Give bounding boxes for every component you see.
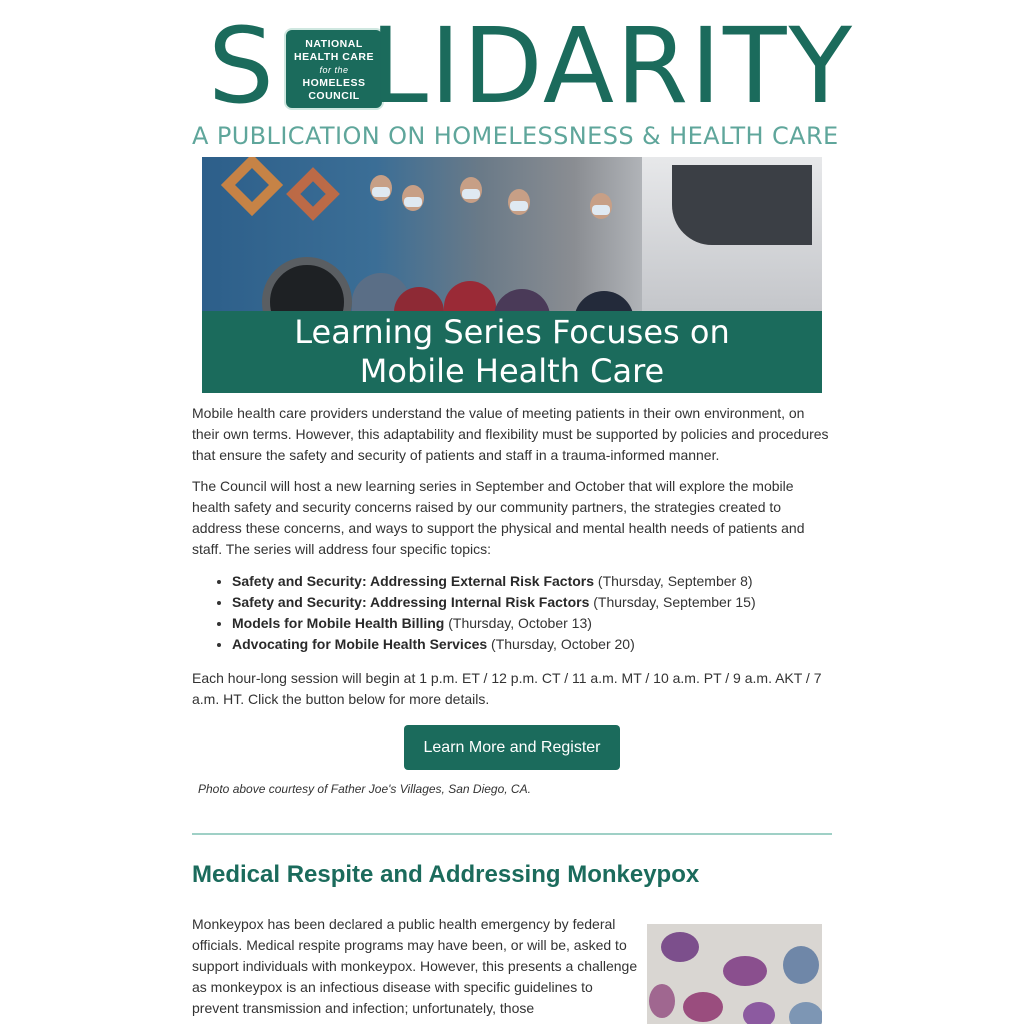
virus-particle-image bbox=[723, 956, 767, 986]
virus-particle-image bbox=[743, 1002, 775, 1024]
monkeypox-micrograph-image bbox=[647, 924, 822, 1024]
topic-date: (Thursday, September 8) bbox=[594, 573, 753, 589]
topic-title: Safety and Security: Addressing Internal Risk Factors bbox=[232, 594, 590, 610]
topic-title: Models for Mobile Health Billing bbox=[232, 615, 445, 631]
badge-line-3: for the bbox=[319, 65, 349, 75]
face-mask-image bbox=[462, 189, 480, 199]
face-mask-image bbox=[404, 197, 422, 207]
council-logo-badge bbox=[284, 28, 384, 110]
topic-list bbox=[216, 571, 836, 655]
topic-title: Safety and Security: Addressing External Risk Factors bbox=[232, 573, 595, 589]
article-paragraph: The Council will host a new learning series in September and October that will explore the mobile health safety and security concerns raised by our community partners, the strategies created to address these concerns, and ways to support the physical and mental health needs of patients and staff. The series will address four specific topics: bbox=[192, 478, 805, 557]
badge-line-4: HOMELESS bbox=[302, 77, 366, 89]
masthead-letter-s: S bbox=[208, 5, 277, 127]
badge-line-1: NATIONAL bbox=[305, 38, 363, 50]
badge-line-2: HEALTH CARE bbox=[294, 51, 374, 63]
hero-title-line-1: Learning Series Focuses on bbox=[294, 313, 730, 351]
section-heading: Medical Respite and Addressing Monkeypox bbox=[192, 861, 700, 888]
hero-banner bbox=[202, 157, 822, 393]
badge-line-5: COUNCIL bbox=[308, 90, 360, 102]
van-window-image bbox=[672, 165, 812, 245]
hero-title-line-2: Mobile Health Care bbox=[359, 352, 665, 390]
section-divider bbox=[192, 833, 832, 835]
topic-title: Advocating for Mobile Health Services bbox=[232, 636, 488, 652]
hero-title bbox=[202, 311, 822, 393]
face-mask-image bbox=[592, 205, 610, 215]
list-item bbox=[232, 634, 836, 655]
topic-date: (Thursday, September 15) bbox=[589, 594, 756, 610]
topic-date: (Thursday, October 20) bbox=[487, 636, 635, 652]
face-mask-image bbox=[372, 187, 390, 197]
virus-particle-image bbox=[683, 992, 723, 1022]
topic-date: (Thursday, October 13) bbox=[444, 615, 592, 631]
virus-particle-image bbox=[783, 946, 819, 984]
masthead-subtitle: A PUBLICATION ON HOMELESSNESS & HEALTH CARE bbox=[192, 122, 839, 150]
masthead bbox=[192, 5, 854, 153]
virus-particle-image bbox=[649, 984, 675, 1018]
face-mask-image bbox=[510, 201, 528, 211]
list-item bbox=[232, 571, 836, 592]
list-item bbox=[232, 613, 836, 634]
learn-more-register-button[interactable]: Learn More and Register bbox=[404, 725, 620, 770]
article-paragraph: Each hour-long session will begin at 1 p.m. ET / 12 p.m. CT / 11 a.m. MT / 10 a.m. PT / 9 a.m. AKT / 7 a.m. HT. Click the button below for more details. bbox=[192, 670, 822, 707]
virus-particle-image bbox=[789, 1002, 822, 1024]
photo-caption: Photo above courtesy of Father Joe's Villages, San Diego, CA. bbox=[198, 782, 531, 796]
masthead-letters-rest: LIDARITY bbox=[370, 5, 854, 127]
article-paragraph: Mobile health care providers understand the value of meeting patients in their own environment, on their own terms. However, this adaptability and flexibility must be supported by policies and procedures that ensure the safety and security of patients and staff in a trauma-informed manner. bbox=[192, 405, 829, 463]
virus-particle-image bbox=[661, 932, 699, 962]
list-item bbox=[232, 592, 836, 613]
article-paragraph: Monkeypox has been declared a public health emergency by federal officials. Medical respite programs may have been, or will be, asked to support individuals with monkeypox. However, this presents a challenge as monkeypox is an infectious disease with specific guidelines to prevent transmission and infection; unfortunately, those bbox=[192, 916, 638, 1016]
